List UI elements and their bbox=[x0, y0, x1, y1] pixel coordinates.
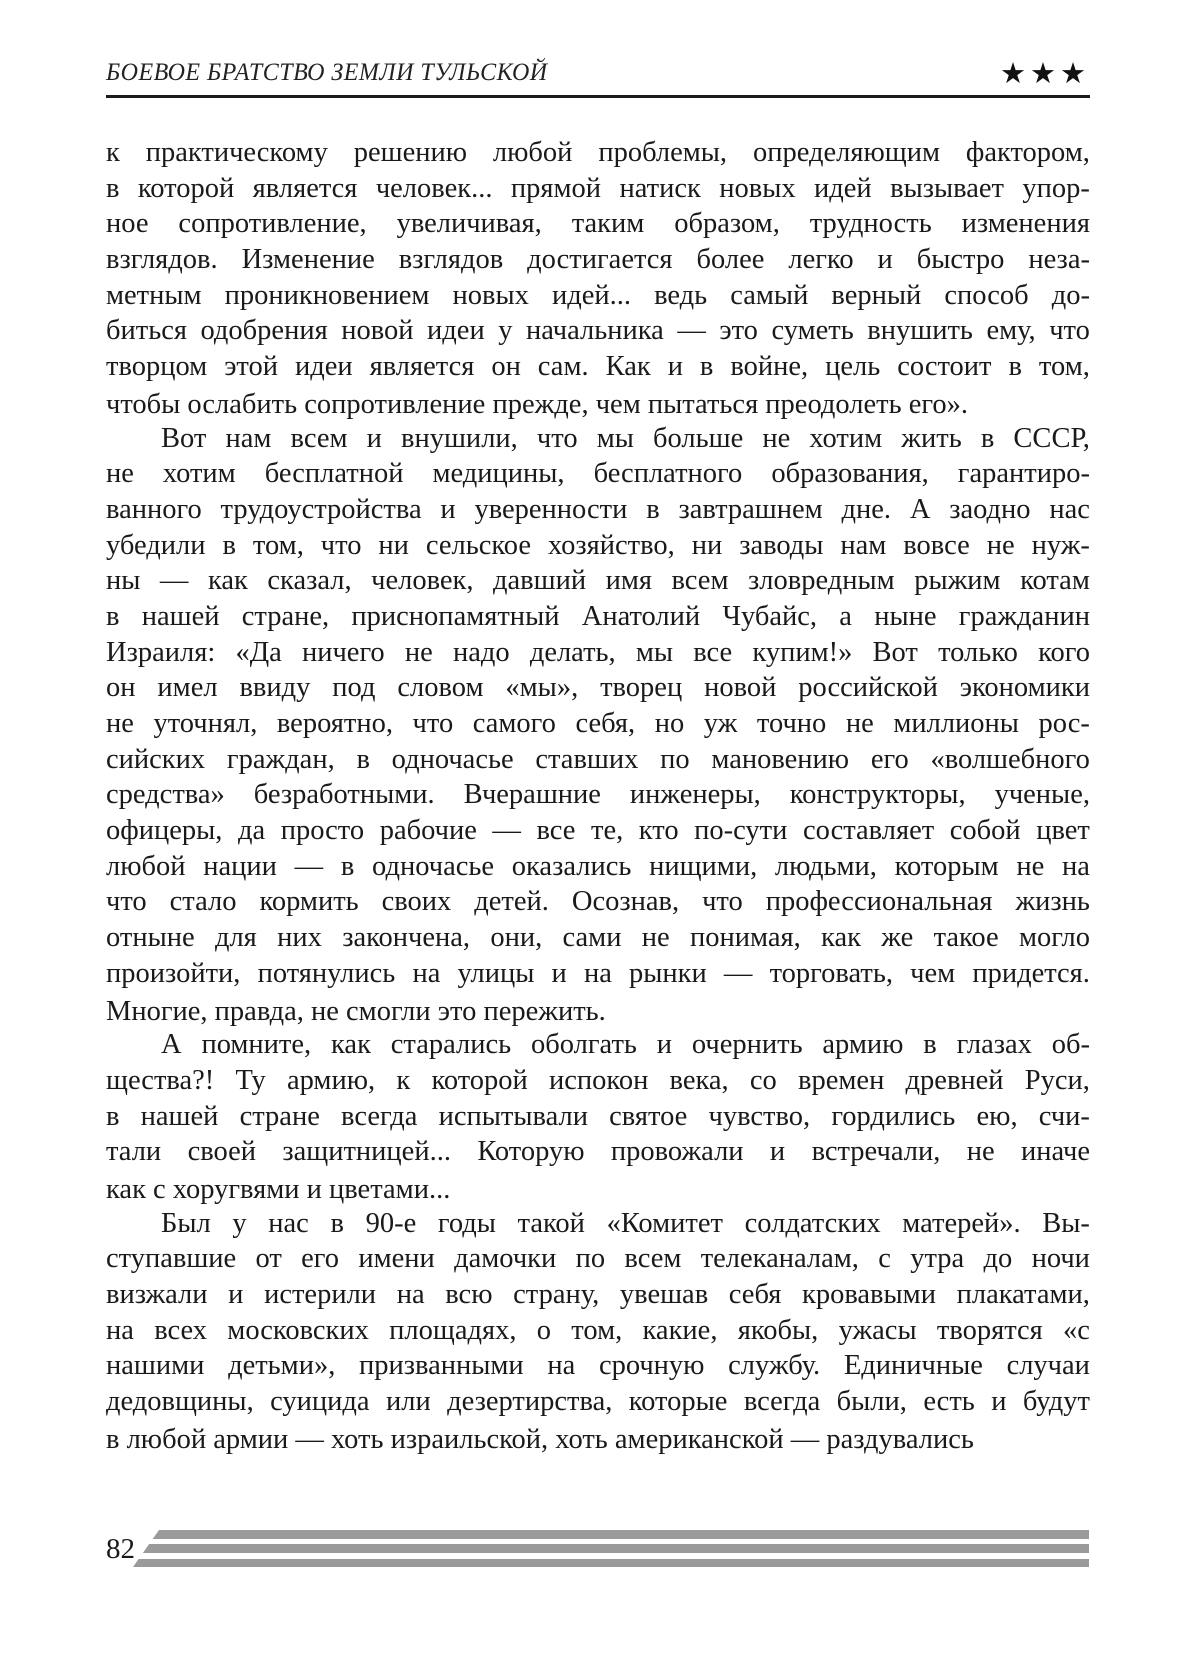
footer-stripe bbox=[133, 1544, 1089, 1553]
text-line: не хотим бесплатной медицины, бесплатного образования, гарантиро- bbox=[106, 458, 1090, 490]
text-line: офицеры, да просто рабочие — все те, кто по-сути составляет собой цвет bbox=[106, 815, 1090, 847]
stars-ornament-icon: ★★★ bbox=[1000, 58, 1090, 90]
text-line: творцом этой идеи является он сам. Как и в войне, цель состоит в том, bbox=[106, 351, 1090, 383]
text-line: визжали и истерили на всю страну, увешав себя кровавыми плакатами, bbox=[106, 1279, 1090, 1310]
page-number: 82 bbox=[106, 1533, 135, 1565]
text-line: не уточнял, вероятно, что самого себя, но уж точно не миллионы рос- bbox=[106, 708, 1090, 739]
text-line: что стало кормить своих детей. Осознав, что профессиональная жизнь bbox=[106, 886, 1090, 918]
text-line: средства» безработными. Вчерашние инженеры, конструкторы, ученые, bbox=[106, 779, 1090, 811]
text-line: Многие, правда, не смогли это пережить. bbox=[106, 995, 606, 1027]
paragraph bbox=[106, 137, 1090, 423]
text-line: в любой армии — хоть израильской, хоть американской — раздувались bbox=[106, 1423, 974, 1455]
text-line: ны — как сказал, человек, давший имя всем зловредным рыжим котам bbox=[106, 565, 1090, 597]
text-line: как с хоругвями и цветами... bbox=[106, 1173, 451, 1205]
text-line: ное сопротивление, увеличивая, таким образом, трудность изменения bbox=[106, 208, 1090, 240]
text-line: в нашей стране всегда испытывали святое чувство, гордились ею, счи- bbox=[106, 1100, 1090, 1132]
text-line: произойти, потянулись на улицы и на рынки — торговать, чем придется. bbox=[106, 957, 1090, 989]
page-header bbox=[106, 58, 1090, 98]
text-line: А помните, как старались оболгать и очернить армию в глазах об- bbox=[161, 1029, 1090, 1061]
text-line: Израиля: «Да ничего не надо делать, мы все купим!» Вот только кого bbox=[106, 636, 1090, 668]
text-line: нашими детьми», призванными на срочную службу. Единичные случаи bbox=[106, 1350, 1090, 1382]
footer-stripe bbox=[133, 1559, 1089, 1568]
running-title: БОЕВОЕ БРАТСТВО ЗЕМЛИ ТУЛЬСКОЙ bbox=[106, 59, 548, 86]
text-line: в которой является человек... прямой натиск новых идей вызывает упор- bbox=[106, 172, 1090, 204]
text-line: чтобы ослабить сопротивление прежде, чем пытаться преодолеть его». bbox=[106, 388, 968, 420]
text-line: сийских граждан, в одночасье ставших по мановению его «волшебного bbox=[106, 743, 1090, 775]
footer-stripes bbox=[133, 1530, 1089, 1567]
text-line: дедовщины, суицида или дезертирства, которые всегда были, есть и будут bbox=[106, 1386, 1090, 1418]
text-line: взглядов. Изменение взглядов достигается более легко и быстро неза- bbox=[106, 244, 1090, 276]
paragraph bbox=[106, 423, 1090, 1030]
text-line: в нашей стране, приснопамятный Анатолий Чубайс, а ныне гражданин bbox=[106, 600, 1090, 632]
text-line: любой нации — в одночасье оказались нищими, людьми, которым не на bbox=[106, 850, 1090, 882]
text-line: убедили в том, что ни сельское хозяйство, ни заводы нам вовсе не нуж- bbox=[106, 529, 1090, 561]
paragraph bbox=[106, 1208, 1090, 1458]
text-line: ступавшие от его имени дамочки по всем телеканалам, с утра до ночи bbox=[106, 1243, 1090, 1275]
text-line: Вот нам всем и внушили, что мы больше не хотим жить в СССР, bbox=[161, 422, 1090, 454]
text-line: щества?! Ту армию, к которой испокон века, со времен древней Руси, bbox=[106, 1064, 1090, 1096]
text-line: метным проникновением новых идей... ведь самый верный способ до- bbox=[106, 279, 1090, 311]
text-line: ванного трудоустройства и уверенности в завтрашнем дне. А заодно нас bbox=[106, 493, 1090, 525]
text-block bbox=[106, 137, 1090, 1457]
text-line: отныне для них закончена, они, сами не понимая, как же такое могло bbox=[106, 922, 1090, 954]
text-line: на всех московских площадях, о том, какие, якобы, ужасы творятся «с bbox=[106, 1314, 1090, 1346]
text-line: он имел ввиду под словом «мы», творец новой российской экономики bbox=[106, 672, 1090, 704]
text-line: биться одобрения новой идеи у начальника — это суметь внушить ему, что bbox=[106, 315, 1090, 347]
text-line: тали своей защитницей... Которую провожали и встречали, не иначе bbox=[106, 1136, 1090, 1168]
text-line: к практическому решению любой проблемы, определяющим фактором, bbox=[106, 137, 1090, 168]
paragraph bbox=[106, 1029, 1090, 1207]
footer-stripe bbox=[133, 1530, 1089, 1539]
text-line: Был у нас в 90-е годы такой «Комитет солдатских матерей». Вы- bbox=[161, 1207, 1090, 1239]
